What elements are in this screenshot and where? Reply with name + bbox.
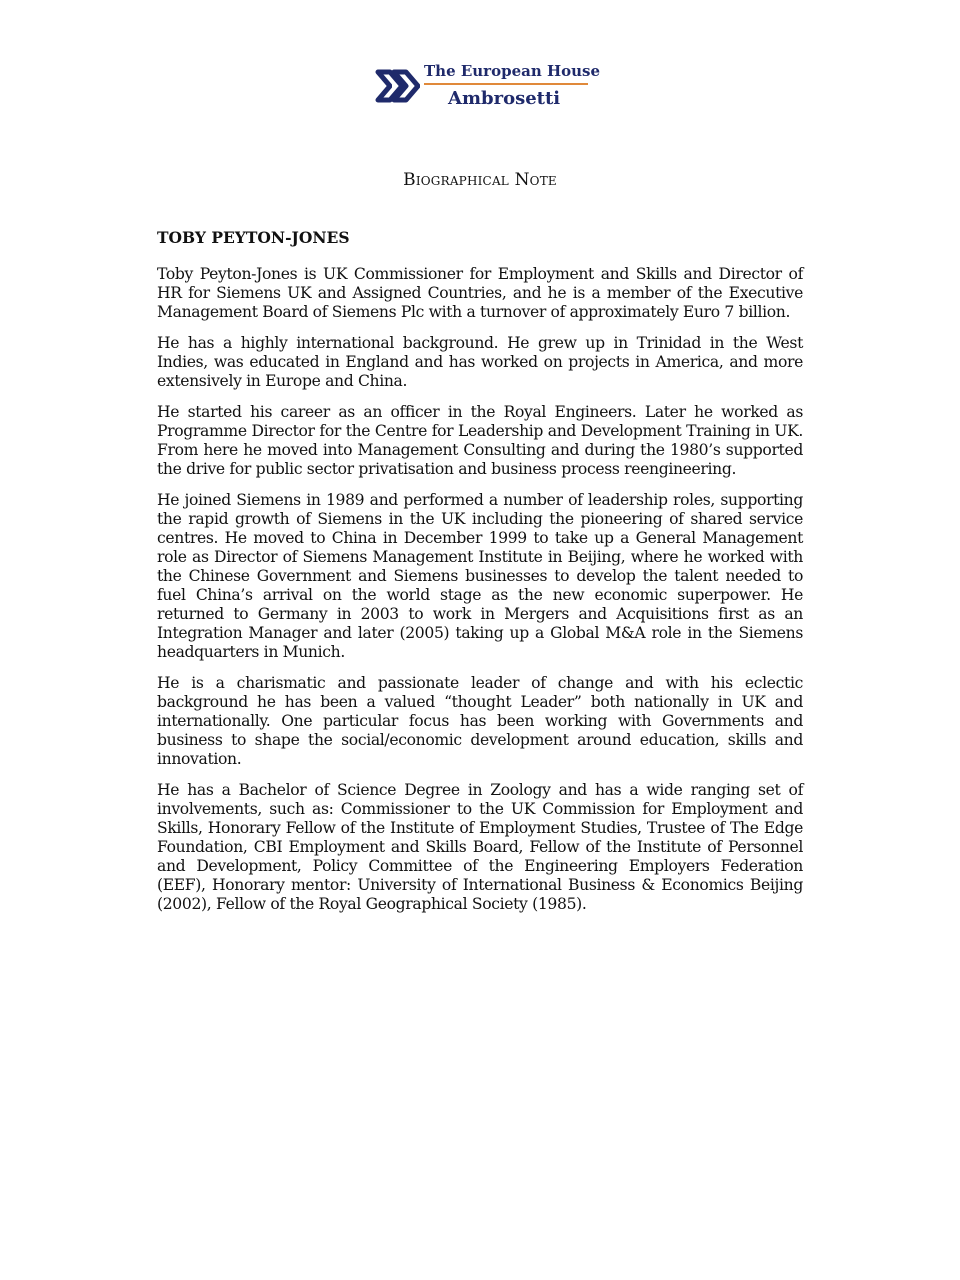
bio-paragraph: Toby Peyton-Jones is UK Commissioner for Employment and Skills and Director of HR for Siemens UK and Assigned Countries, and he is a member of the Executive Management Board of Siemens Plc with a turnover of approximately Euro 7 billion. <box>157 265 803 321</box>
logo-line-2: Ambrosetti <box>448 88 561 109</box>
company-logo <box>372 60 601 116</box>
bio-paragraph: He is a charismatic and passionate leader of change and with his eclectic background he has been a valued “thought Leader” both nationally in UK and internationally. One particular focus has been working with Governments and business to shape the social/economic development around education, skills and innovation. <box>157 674 803 768</box>
bio-paragraph: He has a Bachelor of Science Degree in Zoology and has a wide ranging set of involvements, such as: Commissioner to the UK Commission for Employment and Skills, Honorary Fellow of the Institute of Employment Studies, Trustee of The Edge Foundation, CBI Employment and Skills Board, Fellow of the Institute of Personnel and Development, Policy Committee of the Engineering Employers Federation (EEF), Honorary mentor: University of International Business & Economics Beijing (2002), Fellow of the Royal Geographical Society (1985). <box>157 781 803 913</box>
logo-divider <box>424 83 588 85</box>
bio-paragraph: He joined Siemens in 1989 and performed a number of leadership roles, supporting the rapid growth of Siemens in the UK including the pioneering of shared service centres. He moved to China in December 1999 to take up a General Management role as Director of Siemens Management Institute in Beijing, where he worked with the Chinese Government and Siemens businesses to develop the talent needed to fuel China’s arrival on the world stage as the new economic superpower. He returned to Germany in 2003 to work in Mergers and Acquisitions first as an Integration Manager and later (2005) taking up a Global M&A role in the Siemens headquarters in Munich. <box>157 491 803 661</box>
bio-paragraph: He has a highly international background. He grew up in Trinidad in the West Indies, was educated in England and has worked on projects in America, and more extensively in Europe and China. <box>157 334 803 390</box>
document-body <box>157 228 803 926</box>
document-heading: Biographical Note <box>403 170 557 190</box>
logo-line-1: The European House <box>424 62 601 80</box>
bio-paragraph: He started his career as an officer in the Royal Engineers. Later he worked as Programme Director for the Centre for Leadership and Development Training in UK. From here he moved into Management Consulting and during the 1980’s supported the drive for public sector privatisation and business process reengineering. <box>157 403 803 478</box>
person-name: TOBY PEYTON-JONES <box>157 228 350 247</box>
logo-knot-icon <box>372 64 420 108</box>
logo-wordmark <box>424 60 601 111</box>
